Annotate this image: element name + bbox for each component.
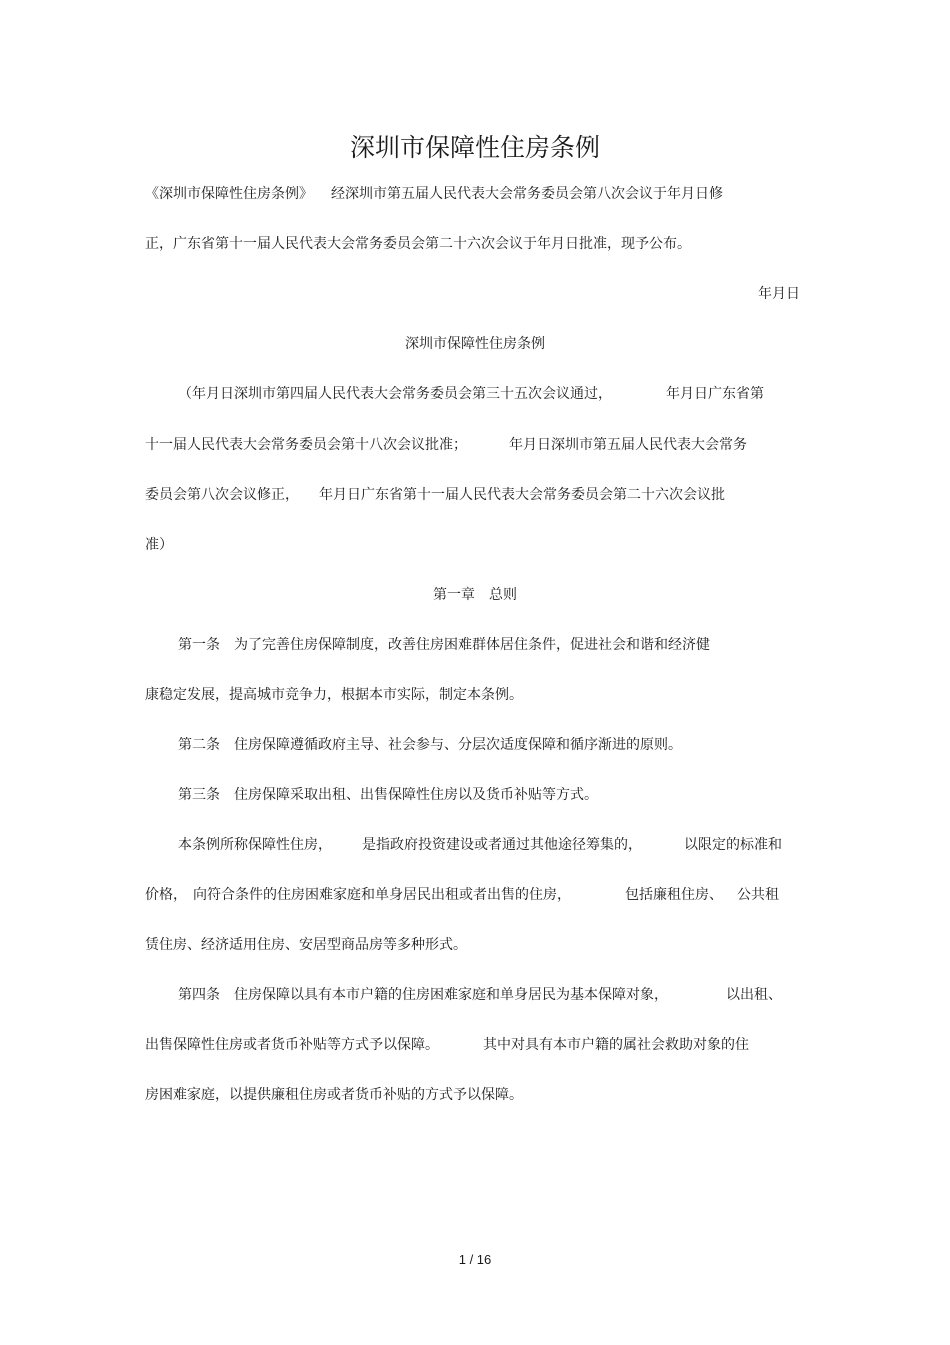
article-text: 住房保障采取出租、出售保障性住房以及货币补贴等方式。 — [234, 787, 598, 803]
article-text: 价格， — [145, 887, 187, 903]
article-text: 住房保障以具有本市户籍的住房困难家庭和单身居民为基本保障对象， — [234, 987, 668, 1003]
article-2 — [178, 736, 682, 754]
chapter-number: 第一章 — [433, 587, 475, 603]
history-line-2 — [145, 436, 747, 454]
article-text: 以限定的标准和 — [684, 837, 782, 853]
article-label: 第二条 — [178, 737, 220, 753]
article-text: 以出租、 — [726, 987, 782, 1003]
page-title: 深圳市保障性住房条例 — [349, 133, 600, 162]
article-text: 向符合条件的住房困难家庭和单身居民出租或者出售的住房， — [193, 887, 571, 903]
article-label: 第三条 — [178, 787, 220, 803]
article-text: 包括廉租住房、 — [625, 887, 723, 903]
history-line-4: 准） — [145, 537, 173, 553]
document-subtitle: 深圳市保障性住房条例 — [405, 336, 545, 352]
article-3-para-line-2 — [145, 886, 779, 904]
article-1-line-1 — [178, 636, 710, 654]
article-text: 是指政府投资建设或者通过其他途径筹集的， — [362, 837, 642, 853]
preamble-text: 经深圳市第五届人民代表大会常务委员会第八次会议于年月日修 — [331, 186, 723, 202]
law-name-quote: 《深圳市保障性住房条例》 — [145, 186, 313, 202]
page-indicator: 1 / 16 — [458, 1252, 492, 1267]
article-3-para-line-1 — [178, 836, 782, 854]
article-4-line-2 — [145, 1036, 749, 1054]
preamble-line-2: 正，广东省第十一届人民代表大会常务委员会第二十六次会议于年月日批准，现予公布。 — [145, 236, 691, 252]
promulgation-date: 年月日 — [758, 286, 800, 302]
article-3 — [178, 786, 598, 804]
article-1-line-2: 康稳定发展，提高城市竞争力，根据本市实际，制定本条例。 — [145, 687, 523, 703]
article-text: 本条例所称保障性住房， — [178, 837, 332, 853]
article-text: 为了完善住房保障制度，改善住房困难群体居住条件，促进社会和谐和经济健 — [234, 637, 710, 653]
article-4-line-3: 房困难家庭，以提供廉租住房或者货币补贴的方式予以保障。 — [145, 1087, 523, 1103]
chapter-heading — [0, 586, 950, 604]
history-line-1 — [178, 385, 764, 403]
article-3-para-line-3: 赁住房、经济适用住房、安居型商品房等多种形式。 — [145, 937, 467, 953]
preamble-line-1 — [145, 185, 723, 203]
article-text: 其中对具有本市户籍的属社会救助对象的住 — [483, 1037, 749, 1053]
history-text: 年月日广东省第十一届人民代表大会常务委员会第二十六次会议批 — [319, 487, 725, 503]
article-4-line-1 — [178, 986, 782, 1004]
article-label: 第一条 — [178, 637, 220, 653]
article-text: 公共租 — [737, 887, 779, 903]
history-text: 十一届人民代表大会常务委员会第十八次会议批准； — [145, 437, 467, 453]
history-text: 年月日深圳市第五届人民代表大会常务 — [509, 437, 747, 453]
history-text: 委员会第八次会议修正， — [145, 487, 299, 503]
history-text: （年月日深圳市第四届人民代表大会常务委员会第三十五次会议通过， — [178, 386, 612, 402]
history-text: 年月日广东省第 — [666, 386, 764, 402]
article-text: 住房保障遵循政府主导、社会参与、分层次适度保障和循序渐进的原则。 — [234, 737, 682, 753]
chapter-name: 总则 — [489, 587, 517, 603]
article-text: 出售保障性住房或者货币补贴等方式予以保障。 — [145, 1037, 439, 1053]
history-line-3 — [145, 486, 725, 504]
article-label: 第四条 — [178, 987, 220, 1003]
